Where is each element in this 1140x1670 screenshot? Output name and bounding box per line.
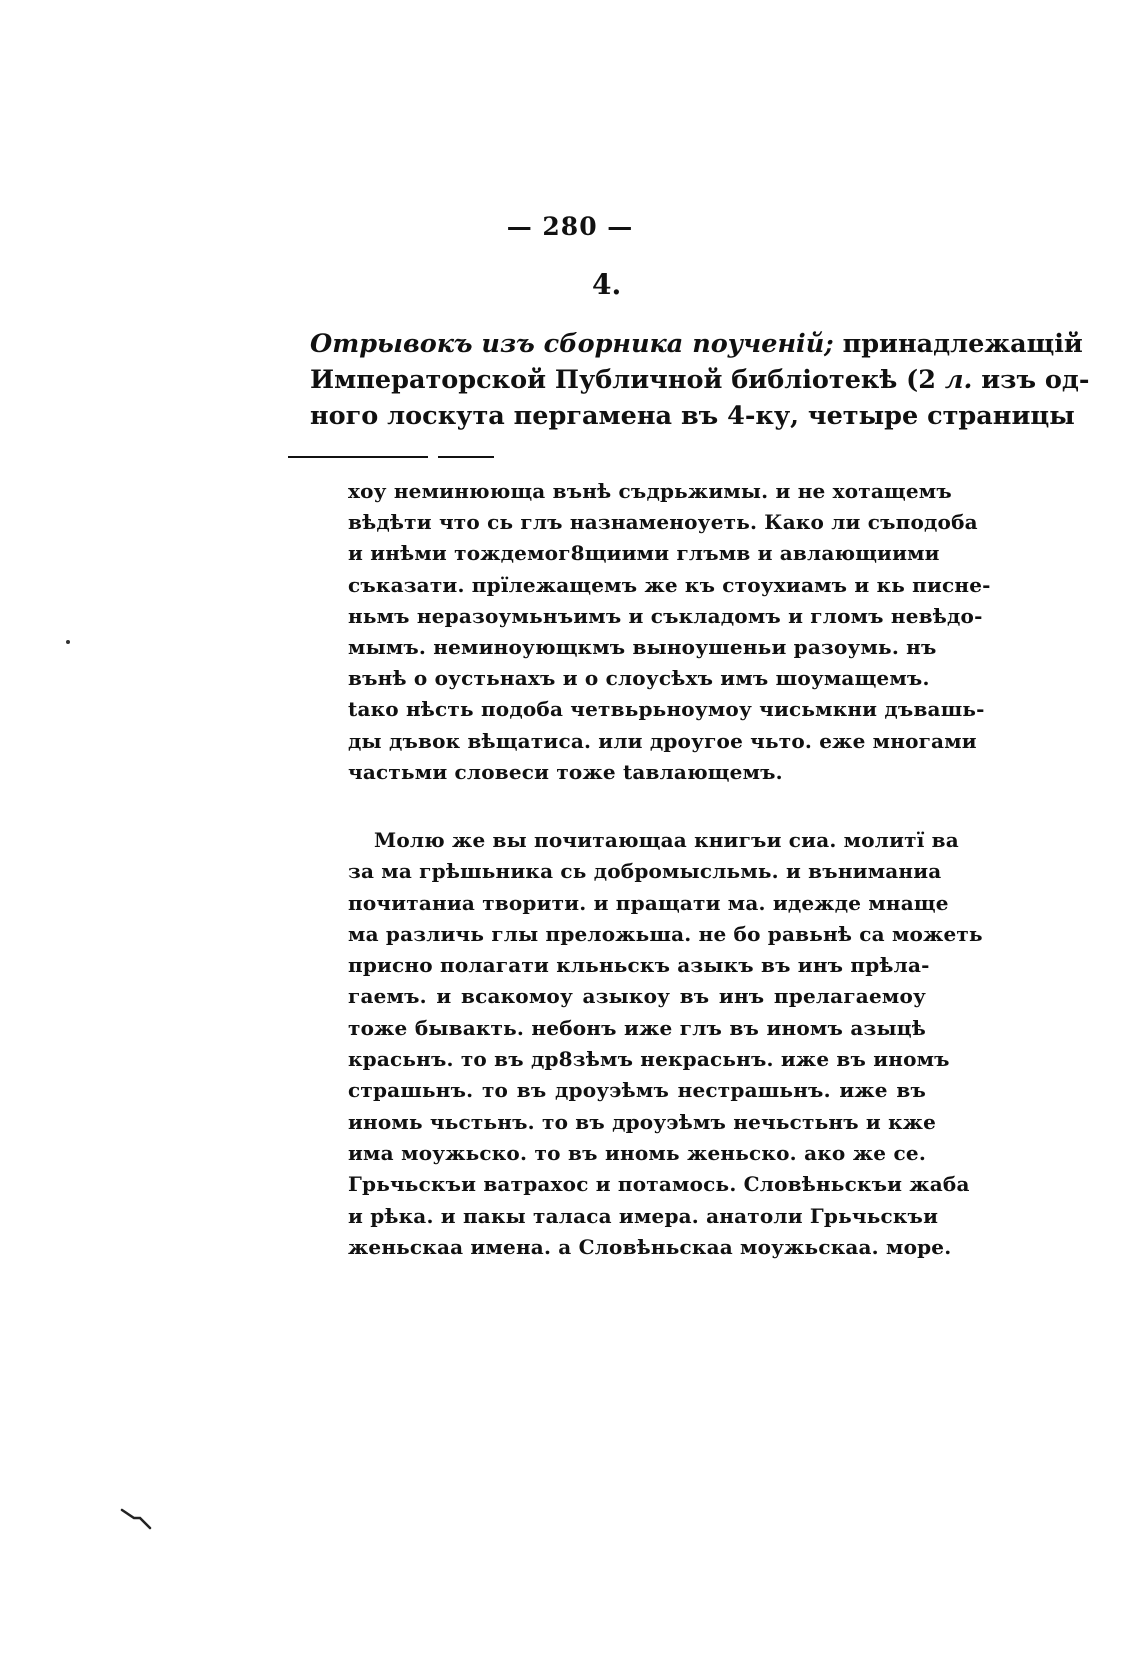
text-line: и инѣми тождемог8щиими глъмв и авлающиими xyxy=(348,541,940,566)
text-line: тоже бывакть. небонъ иже глъ въ иномъ азыцѣ xyxy=(348,1015,926,1040)
text-line: ма различь глы преложьша. не бо равьнѣ са можеть xyxy=(348,921,983,946)
intro-text: Императорской Публичной библіотекѣ (2 xyxy=(310,365,945,395)
text-line: Грьчьскъи ватрахос и потамось. Словѣньскъи жаба xyxy=(348,1172,970,1197)
separator-rule-short xyxy=(438,456,494,458)
text-line: за ма грѣшьника сь добромысльмь. и въниманиа xyxy=(348,859,942,884)
intro-italic-title: Отрывокъ изъ сборника поученій; xyxy=(310,329,834,359)
intro-line xyxy=(310,398,1075,434)
intro-line xyxy=(310,326,1083,362)
intro-text: изъ од- xyxy=(972,365,1090,395)
text-line: съказати. прїлежащемъ же къ стоухиамъ и кь писне- xyxy=(348,572,991,597)
old-slavonic-block-2 xyxy=(348,825,983,1263)
text-line: вѣдѣти что сь глъ назнаменоуеть. Како ли съподоба xyxy=(348,510,978,535)
separator-rule xyxy=(288,456,428,458)
text-line: ньмъ неразоумьнъимъ и съкладомъ и гломъ невѣдо- xyxy=(348,603,983,628)
text-line: красьнъ. то въ др8зѣмъ некрасьнъ. иже въ иномъ xyxy=(348,1047,950,1072)
intro-italic-abbrev: л. xyxy=(944,365,973,395)
text-line: вънѣ о оустьнахъ и о слоусѣхъ имъ шоумащемъ. xyxy=(348,666,930,691)
text-line: частьми словеси тоже tавлающемъ. xyxy=(348,759,783,784)
text-line: страшьнъ. то въ дроуэѣмъ нестрашьнъ. иже въ xyxy=(348,1078,926,1103)
text-line: хоу неминююща вънѣ съдрьжимы. и не хотащемъ xyxy=(348,479,952,503)
intro-line xyxy=(310,362,1090,398)
scan-speck xyxy=(66,640,70,644)
section-number: 4. xyxy=(592,268,622,301)
text-line: и рѣка. и пакы таласа имера. анатоли Грьчьскъи xyxy=(348,1203,939,1228)
old-slavonic-block-1 xyxy=(348,476,991,788)
intro-text: принадлежащій xyxy=(833,329,1083,359)
text-line: tако нѣсть подоба четвьрьноумоу чисьмкни дъвашь- xyxy=(348,697,985,722)
intro-text: ного лоскута пергамена въ 4-ку, четыре страницы xyxy=(310,401,1075,431)
page-number: — 280 — xyxy=(506,212,634,241)
text-line: ды дъвок вѣщатиса. или дроугое чьто. еже многами xyxy=(348,728,977,753)
text-line: иномь чьстьнъ. то въ дроуэѣмъ нечьстьнъ и кже xyxy=(348,1109,937,1134)
text-line: гаемъ. и всакомоу азыкоу въ инъ прелагаемоу xyxy=(348,984,926,1009)
text-line: присно полагати кльньскъ азыкъ въ инъ прѣла- xyxy=(348,953,930,978)
text-line: почитаниа творити. и пращати ма. идежде мнаще xyxy=(348,890,949,915)
text-line: има моужьско. то въ иномь женьско. ако же се. xyxy=(348,1140,926,1165)
text-line: Молю же вы почитающаа книгъи сиа. молитї ва xyxy=(374,828,959,852)
text-line: женьскаа имена. а Словѣньскаа моужьскаа. море. xyxy=(348,1234,952,1259)
intro-paragraph xyxy=(310,326,1090,434)
scan-mark xyxy=(120,1508,154,1530)
text-line: мымъ. неминоующкмъ выноушеньи разоумь. нъ xyxy=(348,635,937,660)
